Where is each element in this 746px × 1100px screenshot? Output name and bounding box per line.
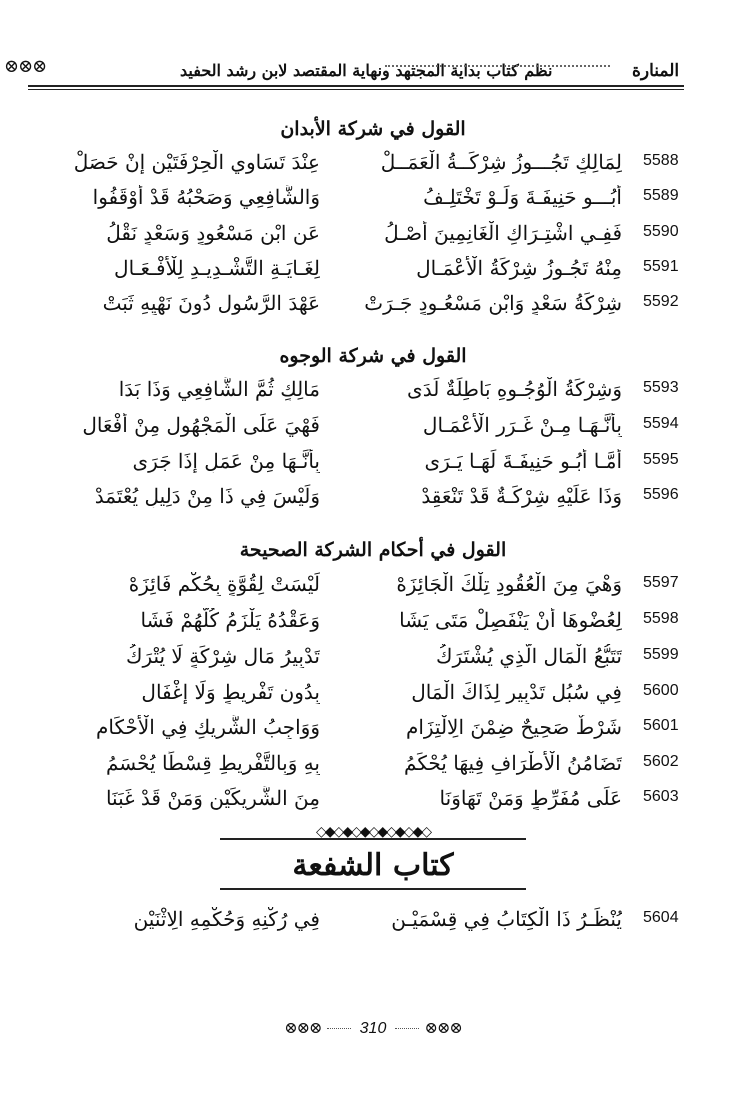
header-book-title: نظم كتاب بداية المجتهد ونهاية المقتصد لابن رشد الحفيد (180, 61, 553, 80)
footer-ornament-icon: ⊗⊗⊗ (424, 1018, 462, 1037)
verse-row (0, 784, 746, 816)
verse-row (0, 713, 746, 745)
verse-second-hemistich: وَلَيْسَ فِي ذَا مِنْ دَلِيلٍ يُعْتَمَدْ (94, 484, 320, 508)
verse-first-hemistich: لِعُضْوِهَا أَنْ يَنْفَصِلْ مَتَى يَشَا (399, 608, 622, 632)
verse-second-hemistich: مِنَ الشَّرِيكَيْنِ وَمَنْ قَدْ غَبَنَا (105, 786, 320, 810)
verse-number: 5589 (643, 187, 679, 204)
verse-second-hemistich: وَوَاجِبُ الشَّرِيكِ فِي الْأَحْكَامِ (96, 715, 320, 739)
kitab-rule-top (220, 838, 526, 840)
verse-first-hemistich: تَضَامُنُ الْأَطْرَافِ فِيهَا يُحْكَمُ (404, 751, 622, 775)
header-wave-divider (385, 65, 610, 67)
verse-row (0, 678, 746, 710)
verse-first-hemistich: شِرْكَةُ سَعْدٍ وَابْنِ مَسْعُـودٍ جَـرَتْ (364, 291, 622, 315)
verse-row (0, 411, 746, 443)
verse-number: 5602 (643, 753, 679, 770)
verse-first-hemistich: لِمَالِكٍ تَجُـــوزُ شِرْكَــةُ الْعَمَــلْ (380, 150, 622, 174)
header-rule-thin (28, 89, 684, 90)
verse-row (0, 254, 746, 286)
verse-row (0, 148, 746, 180)
verse-second-hemistich: بِهِ وَبِالتَّفْرِيطِ قِسْطًا يُحْسَمُ (105, 751, 320, 775)
verse-first-hemistich: شَرْطٌ صَحِيحٌ ضِمْنَ الِالْتِزَامِ (405, 715, 622, 739)
verse-first-hemistich: وَذَا عَلَيْهِ شِرْكَـةٌ قَدْ تَنْعَقِدْ (421, 484, 622, 508)
header-rule (28, 85, 684, 87)
verse-second-hemistich: عِنْدَ تَسَاوِي الْحِرْفَتَيْنِ إِنْ حَصَلْ (73, 150, 320, 174)
verse-first-hemistich: فِي سُبُلِ تَدْبِيرِ لِذَاكَ الْمَالِ (411, 680, 622, 704)
verse-number: 5594 (643, 415, 679, 432)
verse-number: 5598 (643, 610, 679, 627)
verse-row (0, 447, 746, 479)
verse-number: 5595 (643, 451, 679, 468)
verse-second-hemistich: لِغَـايَـةِ التَّشْـدِيـدِ لِلْأَفْـعَـالِ (114, 256, 320, 280)
footer-dash (395, 1028, 419, 1029)
verse-first-hemistich: تَتَبُّعُ الْمَالِ الَّذِي يُشْتَرَكُ (436, 644, 622, 668)
verse-number: 5604 (643, 909, 679, 926)
header-publisher-name: المنارة (632, 61, 680, 81)
page-header (0, 55, 746, 95)
verse-first-hemistich: وَهْيَ مِنَ الْعُقُودِ تِلْكَ الْجَائِزَهْ (396, 572, 622, 596)
verse-first-hemistich: مِنْهُ تَجُـوزُ شِرْكَةُ الْأَعْمَـالِ (416, 256, 622, 280)
header-ornament-icon: ⊗⊗⊗ (4, 56, 47, 77)
verse-second-hemistich: بِدُونِ تَفْرِيطٍ وَلَا إِغْفَالِ (141, 680, 320, 704)
verse-number: 5590 (643, 223, 679, 240)
verse-second-hemistich: لَيْسَتْ لِقُوَّةٍ بِحُكْمٍ فَائِزَهْ (128, 572, 320, 596)
verse-second-hemistich: تَدْبِيرُ مَالِ شِرْكَةٍ لَا يُتْرَكُ (125, 644, 320, 668)
verse-row (0, 642, 746, 674)
verse-first-hemistich: يُنْظَـرُ ذَا الْكِتَابُ فِي قِسْمَيْـنِ (391, 907, 622, 931)
verse-number: 5592 (643, 293, 679, 310)
page-footer (0, 1018, 746, 1038)
verse-second-hemistich: مَالِكٍ ثُمَّ الشَّافِعِي وَذَا بَدَا (118, 377, 320, 401)
verse-second-hemistich: فِي رُكْنِهِ وَحُكْمِهِ الِاثْنَيْنِ (133, 907, 320, 931)
verse-number: 5600 (643, 682, 679, 699)
verse-second-hemistich: فَهْيَ عَلَى الْمَجْهُولِ مِنْ أَفْعَالِ (82, 413, 320, 437)
kitab-title: كتاب الشفعة (292, 848, 454, 883)
section-title-abdan: القول في شركة الأبدان (280, 118, 466, 140)
verse-first-hemistich: بِأَنَّـهَـا مِـنْ غَـرَرِ الْأَعْمَـالِ (422, 413, 622, 437)
verse-number: 5596 (643, 486, 679, 503)
verse-number: 5588 (643, 152, 679, 169)
footer-dash (327, 1028, 351, 1029)
verse-row (0, 183, 746, 215)
verse-second-hemistich: عَهْدَ الرَّسُولِ دُونَ نَهْيِهِ ثَبَتْ (102, 291, 320, 315)
page-number: 310 (359, 1020, 387, 1037)
section-title-wujuh: القول في شركة الوجوه (279, 345, 467, 367)
verse-number: 5599 (643, 646, 679, 663)
verse-first-hemistich: أَمَّـا أَبُـو حَنِيفَـةَ لَهَـا يَـرَى (424, 449, 622, 473)
verse-row (0, 375, 746, 407)
verse-row (0, 570, 746, 602)
ornament-divider-top: ◇◆◇◆◇◆◇◆◇◆◇◆◇ (316, 824, 430, 840)
verse-second-hemistich: وَعَقْدُهُ يَلْزَمُ كُلَّهُمْ فَشَا (140, 608, 320, 632)
verse-second-hemistich: عَنِ ابْنِ مَسْعُودٍ وَسَعْدٍ نَقْلُ (106, 221, 320, 245)
verse-row (0, 219, 746, 251)
verse-first-hemistich: أَبُـــو حَنِيفَـةَ وَلَـوْ تَخْتَلِـفُ (423, 185, 622, 209)
section-title-sahiha: القول في أحكام الشركة الصحيحة (239, 539, 507, 561)
verse-number: 5591 (643, 258, 679, 275)
verse-row (0, 482, 746, 514)
verse-second-hemistich: وَالشَّافِعِي وَصَحْبُهُ قَدْ أَوْقَفُوا (92, 185, 320, 209)
footer-ornament-icon: ⊗⊗⊗ (284, 1018, 322, 1037)
verse-number: 5603 (643, 788, 679, 805)
verse-first-hemistich: وَشِرْكَةُ الْوُجُـوهِ بَاطِلَةٌ لَدَى (407, 377, 622, 401)
kitab-rule-bottom (220, 888, 526, 890)
verse-number: 5601 (643, 717, 679, 734)
verse-first-hemistich: فَفِـي اشْتِـرَاكِ الْغَانِمِينَ أَصْـلُ (384, 221, 622, 245)
verse-row (0, 289, 746, 321)
verse-number: 5593 (643, 379, 679, 396)
verse-second-hemistich: بِأَنَّـهَا مِنْ عَمَلٍ إِذَا جَرَى (132, 449, 320, 473)
verse-row (0, 905, 746, 937)
verse-row (0, 749, 746, 781)
verse-number: 5597 (643, 574, 679, 591)
verse-row (0, 606, 746, 638)
verse-first-hemistich: عَلَى مُفَرِّطٍ وَمَنْ تَهَاوَنَا (439, 786, 622, 810)
